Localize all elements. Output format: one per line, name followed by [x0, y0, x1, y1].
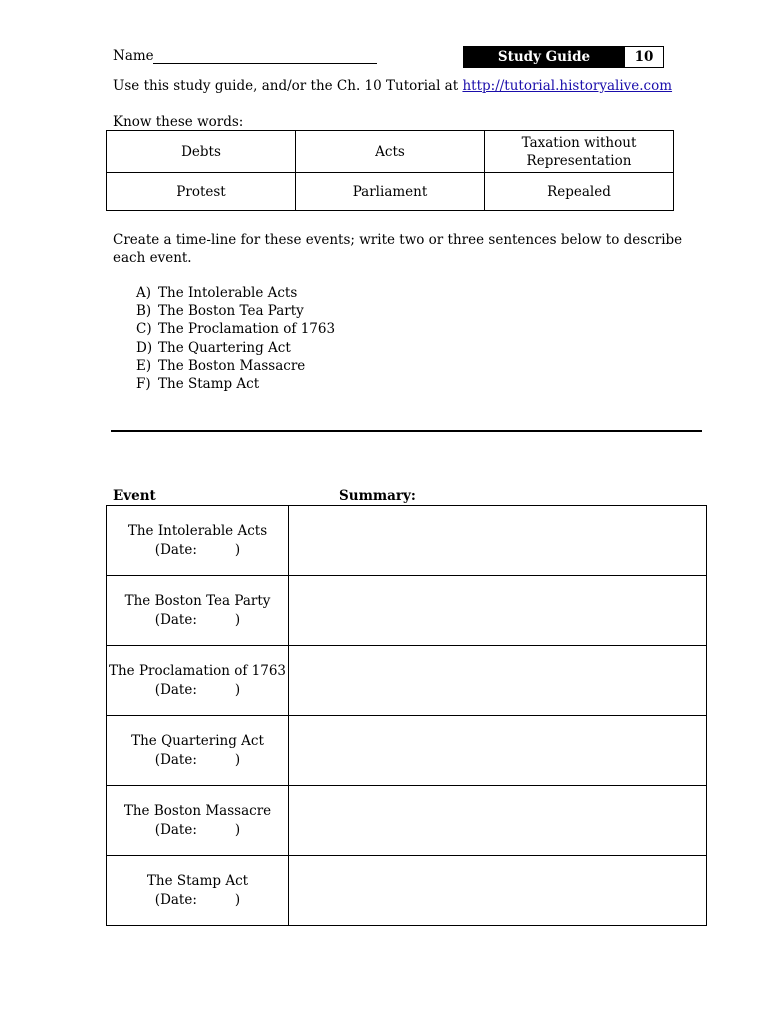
summary-table	[106, 505, 707, 926]
date-label: (Date:	[154, 681, 197, 698]
name-label: Name	[113, 48, 154, 64]
date-close: )	[234, 821, 241, 838]
event-name: The Boston Tea Party	[124, 592, 271, 609]
table-row	[107, 786, 707, 856]
list-label: The Quartering Act	[158, 339, 291, 356]
intro-text: Use this study guide, and/or the Ch. 10 Tutorial at	[113, 78, 463, 94]
event-name: The Intolerable Acts	[127, 522, 268, 539]
date-close: )	[234, 541, 241, 558]
date-close: )	[234, 611, 241, 628]
summary-cell[interactable]	[289, 716, 707, 786]
list-item	[136, 320, 335, 338]
vocab-row	[107, 173, 674, 211]
date-close: )	[234, 751, 241, 768]
date-line	[107, 681, 288, 700]
vocab-word: Parliament	[296, 173, 485, 211]
event-cell	[107, 506, 289, 576]
date-line	[107, 821, 288, 840]
list-letter: B)	[136, 303, 152, 320]
list-label: The Boston Tea Party	[158, 303, 304, 320]
date-label: (Date:	[154, 751, 197, 768]
vocab-word: Debts	[107, 131, 296, 173]
event-column-header: Event	[113, 488, 156, 504]
date-label: (Date:	[154, 821, 197, 838]
event-name: The Quartering Act	[131, 732, 264, 749]
table-row	[107, 856, 707, 926]
date-label: (Date:	[154, 611, 197, 628]
event-cell	[107, 646, 289, 716]
table-row	[107, 506, 707, 576]
study-guide-box	[463, 46, 664, 68]
chapter-number: 10	[624, 47, 663, 67]
summary-cell[interactable]	[289, 646, 707, 716]
list-label: The Intolerable Acts	[158, 285, 298, 301]
event-cell	[107, 856, 289, 926]
tutorial-link[interactable]: http://tutorial.historyalive.com	[462, 78, 673, 94]
event-cell	[107, 716, 289, 786]
name-field[interactable]	[153, 63, 377, 64]
list-item	[136, 302, 335, 320]
table-row	[107, 576, 707, 646]
date-line	[107, 611, 288, 630]
list-item	[136, 357, 335, 375]
event-cell	[107, 576, 289, 646]
summary-cell[interactable]	[289, 786, 707, 856]
intro-line	[113, 78, 672, 94]
vocab-word: Acts	[296, 131, 485, 173]
vocab-word: Repealed	[485, 173, 674, 211]
date-close: )	[234, 891, 241, 908]
date-label: (Date:	[154, 541, 197, 558]
study-guide-title: Study Guide	[464, 47, 624, 67]
vocab-row	[107, 131, 674, 173]
list-letter: A)	[136, 285, 152, 301]
event-name: The Proclamation of 1763	[108, 662, 287, 679]
date-close: )	[234, 681, 241, 698]
summary-cell[interactable]	[289, 576, 707, 646]
date-label: (Date:	[154, 891, 197, 908]
list-label: The Proclamation of 1763	[158, 321, 336, 338]
table-row	[107, 716, 707, 786]
list-label: The Boston Massacre	[158, 357, 306, 374]
vocab-word: Protest	[107, 173, 296, 211]
vocab-heading: Know these words:	[113, 114, 244, 130]
list-letter: F)	[136, 376, 151, 393]
list-item	[136, 375, 335, 393]
date-line	[107, 891, 288, 910]
event-cell	[107, 786, 289, 856]
event-name: The Stamp Act	[146, 872, 249, 889]
list-letter: C)	[136, 321, 152, 338]
summary-cell[interactable]	[289, 856, 707, 926]
date-line	[107, 541, 288, 560]
list-letter: E)	[136, 357, 152, 374]
list-item	[136, 284, 335, 302]
event-name: The Boston Massacre	[123, 802, 272, 819]
date-line	[107, 751, 288, 770]
summary-cell[interactable]	[289, 506, 707, 576]
timeline-instructions: Create a time-line for these events; write two or three sentences below to describe each event.	[113, 232, 683, 266]
timeline-line[interactable]	[111, 430, 702, 432]
summary-column-header: Summary:	[339, 488, 416, 504]
table-row	[107, 646, 707, 716]
list-item	[136, 339, 335, 357]
vocab-table	[106, 130, 674, 211]
vocab-word: Taxation without Representation	[485, 131, 674, 173]
event-list	[136, 284, 335, 393]
list-label: The Stamp Act	[158, 376, 260, 393]
list-letter: D)	[136, 339, 153, 356]
